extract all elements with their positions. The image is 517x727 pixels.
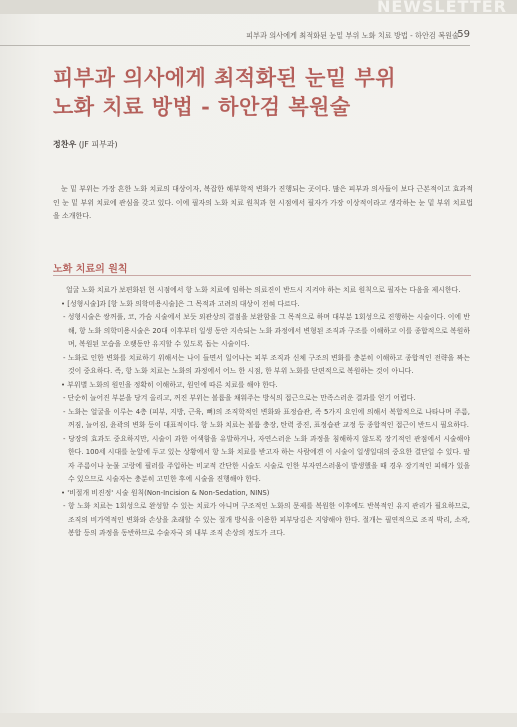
author-affiliation: (JF 피부과): [76, 140, 118, 149]
article-title: [53, 63, 473, 121]
newsletter-watermark: NEWSLETTER: [376, 0, 507, 16]
author-name: 정찬우: [53, 140, 77, 149]
dash-paragraph: - 노화는 얼굴을 이루는 4층 (피부, 지방, 근육, 뼈)의 조직학적인 변화와 표정습관, 즉 5가지 요인에 의해서 복합적으로 나타나며 주름, 꺼짐, 늘어짐, 윤곽의 변화 등이 대표적이다. 항 노화 치료는 볼륨 충장, 탄력 증진, 표정습관 교정 등 종합적인 접근이 반드시 필요하다.: [63, 407, 470, 429]
body-paragraph: 얼굴 노화 치료가 보편화된 현 시점에서 항 노화 치료에 임하는 의료진이 반드시 지켜야 하는 치료 원칙으로 필자는 다음을 제시한다.: [66, 286, 461, 294]
page-number: 59: [457, 29, 470, 40]
bottom-band: [0, 713, 517, 727]
section-rule: [53, 275, 471, 276]
bullet-paragraph: • [성형시술]과 [항 노화 의학미용시술]은 그 목적과 고려의 대상이 전혀 다르다.: [61, 299, 300, 308]
dash-paragraph: - 항 노화 치료는 1회성으로 완성할 수 있는 치료가 아니며 구조적인 노화의 문제를 복원한 이후에도 반복적인 유지 관리가 필요하므로, 조직의 비가역적인 변화와 손상을 초래할 수 있는 절개 방식을 이용한 피부당김은 지양해야 한다. 절개는 필연적으로 조직 박리, 소작, 봉합 등의 과정을 동반하므로 수술자국 외 내부 조직 손상의 정도가 크다.: [63, 502, 470, 537]
title-line-2: 노화 치료 방법 - 하안검 복원술: [53, 94, 351, 119]
bullet-paragraph: • '비절개 비진정' 시술 원칙(Non-Incision & Non-Sedation, NINS): [61, 488, 270, 497]
dash-paragraph: - 단순히 늘어진 부분을 당겨 올리고, 꺼진 부위는 볼륨을 채워주는 방식의 접근으로는 만족스러운 결과를 얻기 어렵다.: [63, 394, 416, 402]
running-title: 피부과 의사에게 최적화된 눈밑 부위 노화 치료 방법 - 하안검 복원술: [246, 31, 459, 40]
dash-paragraph: - 당장의 효과도 중요하지만, 시술이 과한 어색함을 유발하거나, 자연스러운 노화 과정을 침해하지 않도록 장기적인 관점에서 시술해야 한다. 100세 시대를 눈앞에 두고 있는 상황에서 항 노화 치료를 받고자 하는 사람에겐 이 시술이 일생일대의 중요한 결단일 수 있다. 팔자 주름이나 눈물 고랑에 필러를 주입하는 비교적 간단한 시술도 시술로 인한 부자연스러움이 발생했을 때 경우 장기적인 피해가 있을 수 있으므로 시술자는 충분히 고민한 후에 시술을 진행해야 한다.: [63, 434, 470, 483]
intro-paragraph: 눈 밑 부위는 가장 흔한 노화 치료의 대상이자, 복잡한 해부학적 변화가 진행되는 곳이다. 많은 피부과 의사들이 보다 근본적이고 효과적인 눈 밑 부위 치료에 관심을 갖고 있다. 이에 필자의 노화 치료 원칙과 현 시점에서 필자가 가장 이상적이라고 생각하는 눈 밑 부위 치료법을 소개한다.: [53, 185, 473, 221]
header-rule: [0, 45, 470, 46]
bullet-paragraph: • 부위별 노화의 원인을 정확히 이해하고, 원인에 따른 치료를 해야 한다.: [61, 380, 278, 389]
author-byline: [53, 139, 118, 150]
title-line-1: 피부과 의사에게 최적화된 눈밑 부위: [53, 65, 397, 90]
section-heading: 노화 치료의 원칙: [53, 264, 128, 275]
dash-paragraph: - 성형시술은 쌍꺼풀, 코, 가슴 시술에서 보듯 외관상의 결점을 보완함을 그 목적으로 하며 대부분 1회성으로 진행하는 시술이다. 이에 반해, 항 노화 의학미용시술은 20대 이후부터 일생 동안 지속되는 노화 과정에서 변형된 조직과 구조를 이해하고 이를 종합적으로 복원하며, 복원된 모습을 오랫동안 유지할 수 있도록 돕는 시술이다.: [63, 313, 470, 348]
article-body: [58, 284, 470, 541]
dash-paragraph: - 노화로 인한 변화를 치료하기 위해서는 나이 들면서 일어나는 피부 조직과 신체 구조의 변화를 충분히 이해하고 종합적인 전략을 짜는 것이 중요하다. 즉, 항 노화 치료는 노화의 과정에서 어느 한 시점, 한 부위 노화를 단편적으로 복원하는 것이 아니다.: [63, 353, 470, 375]
top-band: [0, 0, 517, 14]
